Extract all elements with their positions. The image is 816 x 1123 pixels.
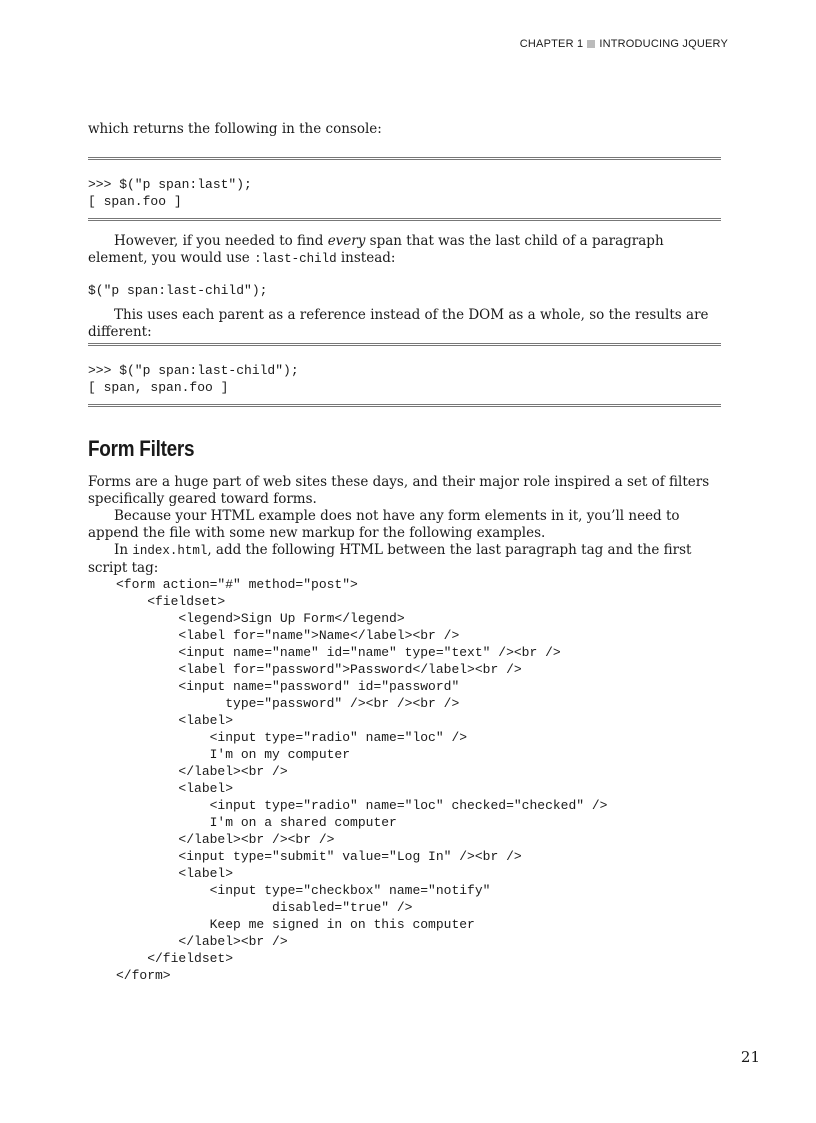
inline-code-last-child: :last-child	[254, 252, 337, 266]
section-heading: Form Filters	[88, 436, 195, 461]
paragraph-console-intro: which returns the following in the console:	[88, 121, 382, 137]
paragraph-append-markup: Because your HTML example does not have any form elements in it, you’ll need to append the file with some new markup for the following examples.	[88, 508, 680, 541]
paragraph-forms-intro: Forms are a huge part of web sites these days, and their major role inspired a set of filters specifically geared toward forms.	[88, 474, 710, 507]
code-block-form-markup: <form action="#" method="post"> <fieldset> <legend>Sign Up Form</legend> <label for="name">Name</label><br /> <input name="name" id="name" type="text" /><br /> <label for="password">Password</label><br /> <input name="password" id="password" type="password" /><br /><br /> <label> <input type="radio" name="loc" /> I'm on my computer </label><br /> <label> <input type="radio" name="loc" checked="checked" /> I'm on a shared computer </label><br /><br /> <input type="submit" value="Log In" /><br /> <label> <input type="checkbox" name="notify" disabled="true" /> Keep me signed in on this computer </label><br /> </fieldset> </form>	[116, 577, 608, 983]
code-block-console-1	[88, 157, 721, 221]
chapter-label: CHAPTER 1	[519, 38, 584, 50]
code-line-last-child: $("p span:last-child");	[88, 283, 268, 298]
inline-code-index-html: index.html	[132, 544, 208, 558]
paragraph-last-child: However, if you needed to find every span that was the last child of a paragraph element, you would use :last-child instead:	[88, 233, 664, 266]
code-block-console-2	[88, 343, 721, 407]
separator-square-icon	[587, 40, 595, 48]
paragraph-index-html: In index.html, add the following HTML between the last paragraph tag and the first script tag:	[88, 542, 692, 576]
page-number: 21	[740, 1048, 760, 1066]
code-text: >>> $("p span:last"); [ span.foo ]	[88, 177, 252, 209]
running-header	[520, 38, 728, 50]
paragraph-parent-reference: This uses each parent as a reference instead of the DOM as a whole, so the results are different:	[88, 307, 709, 340]
chapter-title: INTRODUCING JQUERY	[599, 38, 728, 50]
code-text: >>> $("p span:last-child"); [ span, span.foo ]	[88, 363, 299, 395]
emphasis-every: every	[327, 233, 366, 249]
